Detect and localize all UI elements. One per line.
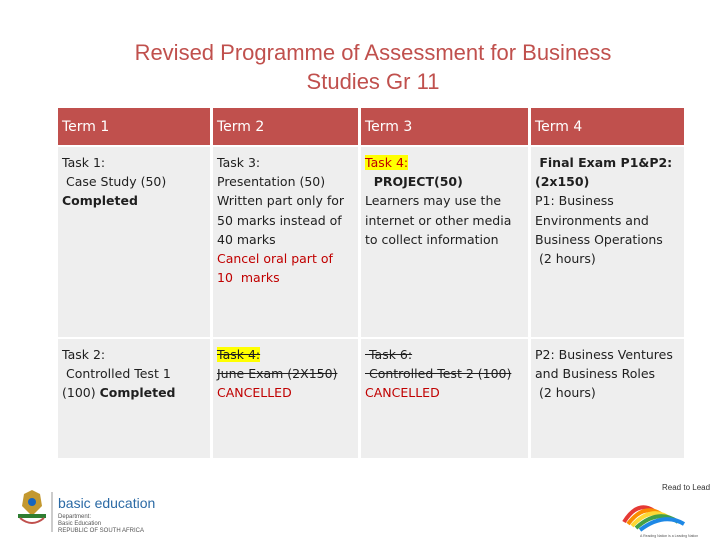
cell-term-1 bbox=[58, 147, 210, 337]
task-label: Task 6: bbox=[365, 347, 413, 362]
task-note: to collect information bbox=[365, 231, 499, 247]
cancel-note: 10 marks bbox=[217, 270, 280, 286]
cell-term-1 bbox=[58, 339, 210, 458]
title-line-1: Revised Programme of Assessment for Business bbox=[134, 40, 612, 65]
task-name: PROJECT(50) bbox=[365, 174, 463, 190]
cell-term-4 bbox=[531, 147, 684, 337]
task-note: 40 marks bbox=[217, 231, 276, 247]
task-label: Task 4: bbox=[365, 155, 409, 170]
header-term-3: Term 3 bbox=[361, 108, 528, 145]
status-text: Completed bbox=[62, 193, 138, 209]
task-name: (2x150) bbox=[535, 174, 590, 190]
task-name: Controlled Test 1 bbox=[62, 366, 171, 382]
cell-term-2 bbox=[213, 339, 358, 458]
coat-of-arms-icon bbox=[12, 488, 202, 536]
basic-education-logo bbox=[12, 488, 202, 536]
header-term-4: Term 4 bbox=[531, 108, 684, 145]
task-marks: (100) bbox=[62, 385, 100, 401]
header-term-2: Term 2 bbox=[213, 108, 358, 145]
header-term-1: Term 1 bbox=[58, 108, 210, 145]
task-label: Task 2: bbox=[62, 347, 106, 362]
coat-of-arms-icon bbox=[18, 490, 46, 523]
task-name: P2: Business Ventures bbox=[535, 347, 673, 362]
task-note: Written part only for bbox=[217, 193, 345, 209]
task-note: Environments and bbox=[535, 212, 649, 228]
read-to-lead-logo bbox=[610, 468, 718, 540]
logo-title: Read to Lead bbox=[662, 483, 711, 492]
cell-term-3 bbox=[361, 147, 528, 337]
open-book-icon bbox=[610, 468, 718, 540]
task-label: Task 3: bbox=[217, 155, 261, 170]
header-row bbox=[58, 108, 684, 145]
task-label: Task 4: bbox=[217, 347, 261, 362]
cancelled-label: CANCELLED bbox=[365, 385, 440, 401]
table-row bbox=[58, 339, 684, 458]
table-row bbox=[58, 147, 684, 337]
task-label: Final Exam P1&P2: bbox=[535, 155, 673, 170]
task-name: June Exam (2X150) bbox=[217, 366, 338, 382]
task-name: Controlled Test 2 (100) bbox=[365, 366, 512, 382]
task-name: Presentation (50) bbox=[217, 174, 326, 190]
cell-term-3 bbox=[361, 339, 528, 458]
cancelled-label: CANCELLED bbox=[217, 385, 292, 401]
cancel-note: Cancel oral part of bbox=[217, 251, 333, 267]
task-note: P1: Business bbox=[535, 193, 614, 209]
task-note: Business Operations bbox=[535, 231, 663, 247]
task-name: Case Study (50) bbox=[62, 174, 167, 190]
task-duration: (2 hours) bbox=[535, 385, 596, 401]
page-title bbox=[60, 38, 686, 96]
logo-line: REPUBLIC OF SOUTH AFRICA bbox=[58, 528, 145, 534]
task-label: Task 1: bbox=[62, 155, 106, 170]
title-line-2: Studies Gr 11 bbox=[306, 69, 440, 94]
logo-tagline: A Reading Nation is a Leading Nation bbox=[640, 534, 699, 538]
cell-term-2 bbox=[213, 147, 358, 337]
task-name: and Business Roles bbox=[535, 366, 656, 382]
task-note: internet or other media bbox=[365, 212, 512, 228]
status-text: Completed bbox=[99, 385, 176, 401]
task-duration: (2 hours) bbox=[535, 251, 596, 267]
cell-term-4 bbox=[531, 339, 684, 458]
logo-line: Department: bbox=[58, 514, 92, 520]
logo-title: basic education bbox=[58, 495, 156, 511]
assessment-table bbox=[55, 106, 687, 460]
task-note: Learners may use the bbox=[365, 193, 502, 209]
logo-line: Basic Education bbox=[58, 521, 102, 527]
task-note: 50 marks instead of bbox=[217, 212, 342, 228]
